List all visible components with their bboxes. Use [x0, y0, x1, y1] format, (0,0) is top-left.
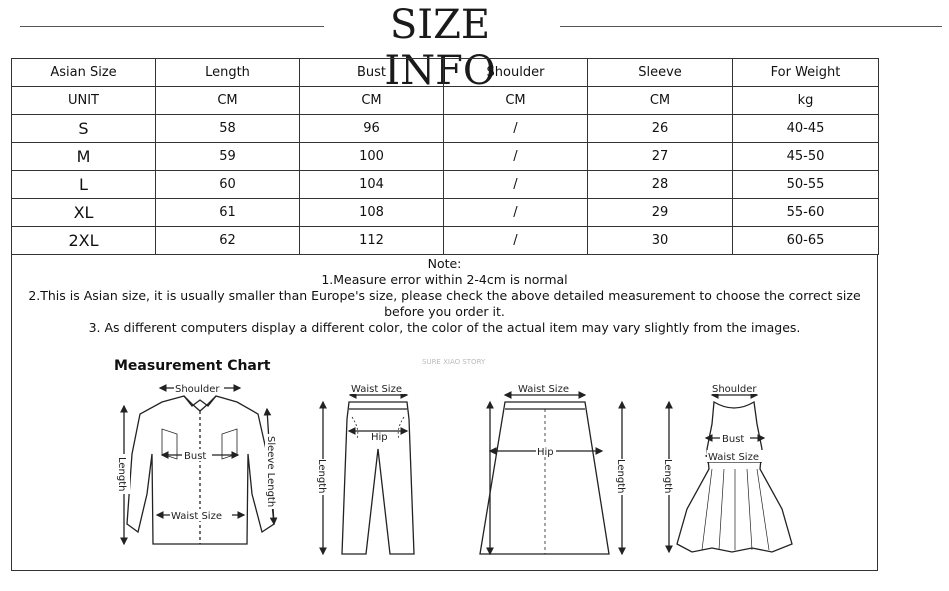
- header-cell: Sleeve: [588, 59, 733, 87]
- measurement-chart: [12, 254, 877, 570]
- table-row: [12, 143, 879, 171]
- table-cell: 30: [588, 227, 733, 255]
- label-skirt-waist: Waist Size: [518, 384, 569, 395]
- table-row: [12, 199, 879, 227]
- table-cell: 96: [300, 115, 444, 143]
- table-cell: 26: [588, 115, 733, 143]
- unit-cell: CM: [588, 87, 733, 115]
- header-cell: Asian Size: [12, 59, 156, 87]
- table-unit-row: [12, 87, 879, 115]
- header-cell: Length: [156, 59, 300, 87]
- table-row: [12, 115, 879, 143]
- label-dress-waist: Waist Size: [708, 452, 759, 463]
- table-cell: 112: [300, 227, 444, 255]
- size-cell: S: [12, 115, 156, 143]
- size-cell: M: [12, 143, 156, 171]
- header-rule-right: [560, 26, 942, 27]
- table-cell: 27: [588, 143, 733, 171]
- unit-cell: CM: [444, 87, 588, 115]
- table-cell: /: [444, 115, 588, 143]
- table-cell: 104: [300, 171, 444, 199]
- size-cell: XL: [12, 199, 156, 227]
- label-shirt-shoulder: Shoulder: [175, 384, 220, 395]
- table-cell: 28: [588, 171, 733, 199]
- table-cell: /: [444, 143, 588, 171]
- size-cell: L: [12, 171, 156, 199]
- table-cell: 62: [156, 227, 300, 255]
- label-pants-hip: Hip: [371, 432, 388, 443]
- note-3: 3. As different computers display a different color, the color of the actual item may vary slightly from the images.: [88, 320, 801, 335]
- table-cell: 60: [156, 171, 300, 199]
- dress-illustration: [677, 402, 792, 552]
- label-dress-bust: Bust: [722, 434, 745, 445]
- table-header-row: [12, 59, 879, 87]
- size-table: [11, 58, 879, 255]
- note-1: 1.Measure error within 2-4cm is normal: [321, 272, 568, 287]
- table-cell: 61: [156, 199, 300, 227]
- table-cell: 45-50: [733, 143, 879, 171]
- label-pants-length: Length: [316, 459, 327, 494]
- page-title: SIZE INFO: [384, 2, 496, 94]
- pants-illustration: [342, 402, 414, 554]
- table-row: [12, 227, 879, 255]
- table-cell: 58: [156, 115, 300, 143]
- table-cell: 108: [300, 199, 444, 227]
- label-shirt-waist: Waist Size: [171, 511, 222, 522]
- header-cell: Shoulder: [444, 59, 588, 87]
- table-cell: 50-55: [733, 171, 879, 199]
- label-shirt-bust: Bust: [184, 451, 207, 462]
- unit-cell: UNIT: [12, 87, 156, 115]
- size-cell: 2XL: [12, 227, 156, 255]
- note-title: Note:: [427, 256, 462, 271]
- table-cell: 55-60: [733, 199, 879, 227]
- table-cell: 29: [588, 199, 733, 227]
- table-cell: 59: [156, 143, 300, 171]
- skirt-illustration: [480, 402, 609, 554]
- table-cell: 40-45: [733, 115, 879, 143]
- unit-cell: CM: [300, 87, 444, 115]
- label-dress-shoulder: Shoulder: [712, 384, 757, 395]
- note-2: 2.This is Asian size, it is usually smaller than Europe's size, please check the above detailed measurement to choose the correct size before you order it.: [28, 288, 861, 319]
- label-shirt-length: Length: [116, 457, 127, 492]
- header-cell: For Weight: [733, 59, 879, 87]
- table-cell: 60-65: [733, 227, 879, 255]
- header-cell: Bust: [300, 59, 444, 87]
- table-cell: /: [444, 171, 588, 199]
- label-pants-waist: Waist Size: [351, 384, 402, 395]
- header-rule-left: [20, 26, 324, 27]
- label-skirt-length: Length: [615, 459, 626, 494]
- label-shirt-sleeve: Sleeve Length: [265, 436, 276, 508]
- table-row: [12, 171, 879, 199]
- watermark: SURE XIAO STORY: [422, 358, 486, 366]
- notes-panel: [11, 254, 878, 571]
- unit-cell: kg: [733, 87, 879, 115]
- table-cell: /: [444, 227, 588, 255]
- label-dress-length: Length: [662, 459, 673, 494]
- measurement-chart-title: Measurement Chart: [114, 358, 271, 374]
- label-skirt-hip: Hip: [537, 447, 554, 458]
- table-cell: /: [444, 199, 588, 227]
- table-cell: 100: [300, 143, 444, 171]
- unit-cell: CM: [156, 87, 300, 115]
